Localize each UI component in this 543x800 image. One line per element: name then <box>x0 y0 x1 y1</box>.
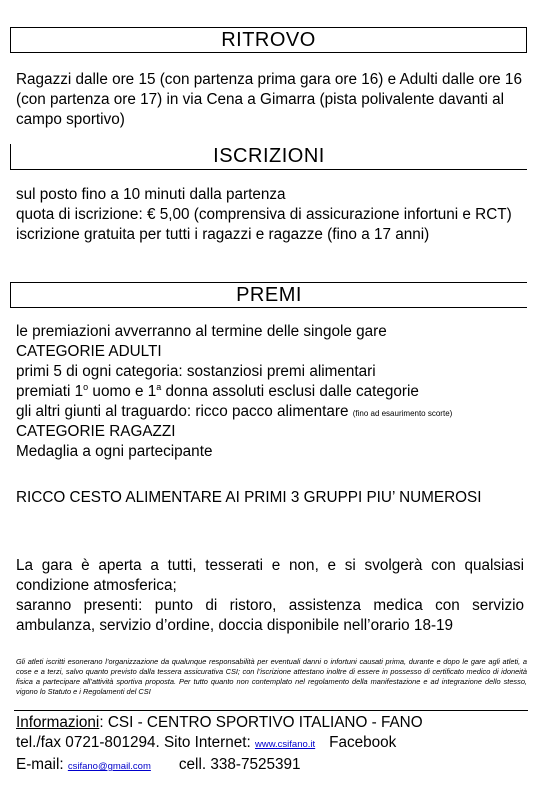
facebook-text: Facebook <box>329 734 397 751</box>
cesto-paragraph: RICCO CESTO ALIMENTARE AI PRIMI 3 GRUPPI PIU’ NUMEROSI <box>16 489 482 506</box>
adulti-line-2: premiati 1$^o$ uomo e 1$^a$ donna assoluti esclusi dalle categorie <box>16 381 419 400</box>
categorie-ragazzi-title: CATEGORIE RAGAZZI <box>16 423 176 440</box>
ritrovo-paragraph: Ragazzi dalle ore 15 (con partenza prima gara ore 16) e Adulti dalle ore 16 (con partenza ore 17) in via Cena a Gimarra (pista polivalente davanti al campo sportivo) <box>16 71 522 128</box>
gara-line-2: saranno presenti: punto di ristoro, assistenza medica con servizio ambulanza, servizio d’ordine, doccia disponibile nell’orario 18-19 <box>16 597 524 634</box>
adulti-line-3: gli altri giunti al traguardo: ricco pacco alimentare (fino ad esaurimento scorte) <box>16 403 453 420</box>
adulti-note: (fino ad esaurimento scorte) <box>352 409 453 418</box>
section-title-premi: PREMI <box>10 282 527 308</box>
iscrizioni-line-2: quota di iscrizione: € 5,00 (comprensiva di assicurazione infortuni e RCT) <box>16 206 512 223</box>
info-line-3 <box>16 755 536 777</box>
premi-text <box>16 322 528 462</box>
gara-text <box>16 556 524 636</box>
premi-intro: le premiazioni avverranno al termine delle singole gare <box>16 323 387 340</box>
email-link[interactable]: csifano@gmail.com <box>67 761 151 772</box>
ritrovo-text <box>16 70 528 130</box>
section-title-ritrovo: RITROVO <box>10 27 527 53</box>
info-org: : CSI - CENTRO SPORTIVO ITALIANO - FANO <box>99 714 423 731</box>
cesto-text <box>16 488 521 508</box>
info-line-2 <box>16 733 536 755</box>
iscrizioni-text <box>16 185 528 245</box>
info-tel: tel./fax 0721-801294. Sito Internet: <box>16 734 255 751</box>
gara-line-1: La gara è aperta a tutti, tesserati e non, e si svolgerà con qualsiasi condizione atmosferica; <box>16 557 524 594</box>
ragazzi-line-1: Medaglia a ogni partecipante <box>16 443 213 460</box>
contact-info <box>16 713 536 777</box>
info-label: Informazioni <box>16 714 100 731</box>
website-link[interactable]: www.csifano.it <box>254 739 316 750</box>
cell-text: cell. 338-7525391 <box>178 756 301 773</box>
iscrizioni-line-3: iscrizione gratuita per tutti i ragazzi e ragazze (fino a 17 anni) <box>16 226 430 243</box>
email-label: E-mail: <box>16 756 68 773</box>
adulti-line-1: primi 5 di ogni categoria: sostanziosi premi alimentari <box>16 363 376 380</box>
info-line-1 <box>16 713 536 733</box>
divider <box>14 710 528 711</box>
iscrizioni-line-1: sul posto fino a 10 minuti dalla partenza <box>16 186 286 203</box>
section-title-iscrizioni: ISCRIZIONI <box>10 144 527 170</box>
categorie-adulti-title: CATEGORIE ADULTI <box>16 343 162 360</box>
legal-disclaimer: Gli atleti iscritti esonerano l’organizzazione da qualunque responsabilità per eventuali danni o infortuni causati prima, durante e dopo le gare agli atleti, a cose e a terzi, salvo quanto previsto dalla tessera assicurativa CSI; con l’iscrizione attestano inoltre di essere in possesso di certificato medico di idoneità fisica a partecipare all’attività sportiva proposta. Per tutto quanto non contemplato nel regolamento della manifestazione e ad integrazione dello stesso, vigono lo Statuto e i Regolamenti del CSI <box>16 657 527 696</box>
